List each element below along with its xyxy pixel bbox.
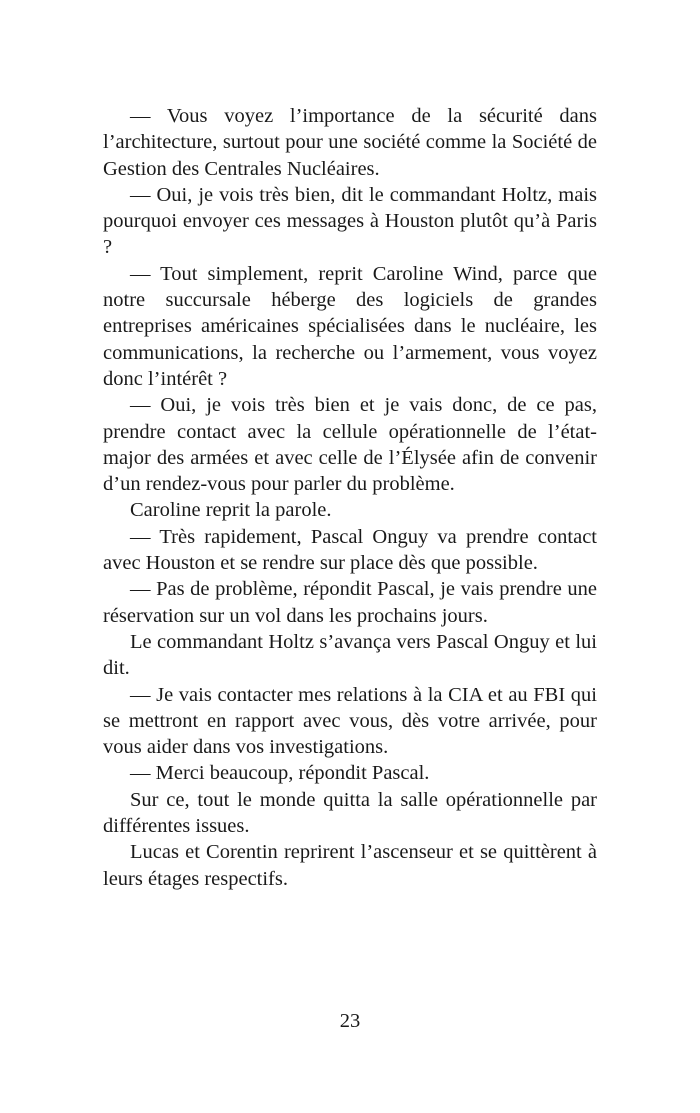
paragraph: — Pas de problème, répondit Pascal, je vais prendre une réservation sur un vol dans les prochains jours. xyxy=(103,578,597,627)
body-text xyxy=(103,103,597,892)
paragraph: — Merci beaucoup, répondit Pascal. xyxy=(130,762,430,785)
paragraph: Lucas et Corentin reprirent l’ascenseur et se quittèrent à leurs étages respectifs. xyxy=(103,841,597,890)
paragraph: — Oui, je vois très bien et je vais donc, de ce pas, prendre contact avec la cellule opérationnelle de l’état-major des armées et avec celle de l’Élysée afin de convenir d’un rendez-vous pour parler du problème. xyxy=(103,394,597,496)
paragraph: Le commandant Holtz s’avança vers Pascal Onguy et lui dit. xyxy=(103,630,597,680)
page-number: 23 xyxy=(339,1010,361,1032)
paragraph: Caroline reprit la parole. xyxy=(130,499,332,522)
paragraph: — Tout simplement, reprit Caroline Wind, parce que notre succursale héberge des logiciels de grandes entreprises américaines spécialisées dans le nucléaire, les communications, la recherche ou l’armement, vous voyez donc l’intérêt ? xyxy=(103,262,597,390)
paragraph: — Vous voyez l’importance de la sécurité dans l’architecture, surtout pour une société comme la Société de Gestion des Centrales Nucléaires. xyxy=(103,105,597,180)
paragraph: — Oui, je vois très bien, dit le commandant Holtz, mais pourquoi envoyer ces messages à Houston plutôt qu’à Paris ? xyxy=(103,183,597,259)
paragraph: — Très rapidement, Pascal Onguy va prendre contact avec Houston et se rendre sur place dès que possible. xyxy=(103,525,597,575)
paragraph: — Je vais contacter mes relations à la CIA et au FBI qui se mettront en rapport avec vous, dès votre arrivée, pour vous aider dans vos investigations. xyxy=(103,683,597,759)
paragraph: Sur ce, tout le monde quitta la salle opérationnelle par différentes issues. xyxy=(103,788,597,838)
